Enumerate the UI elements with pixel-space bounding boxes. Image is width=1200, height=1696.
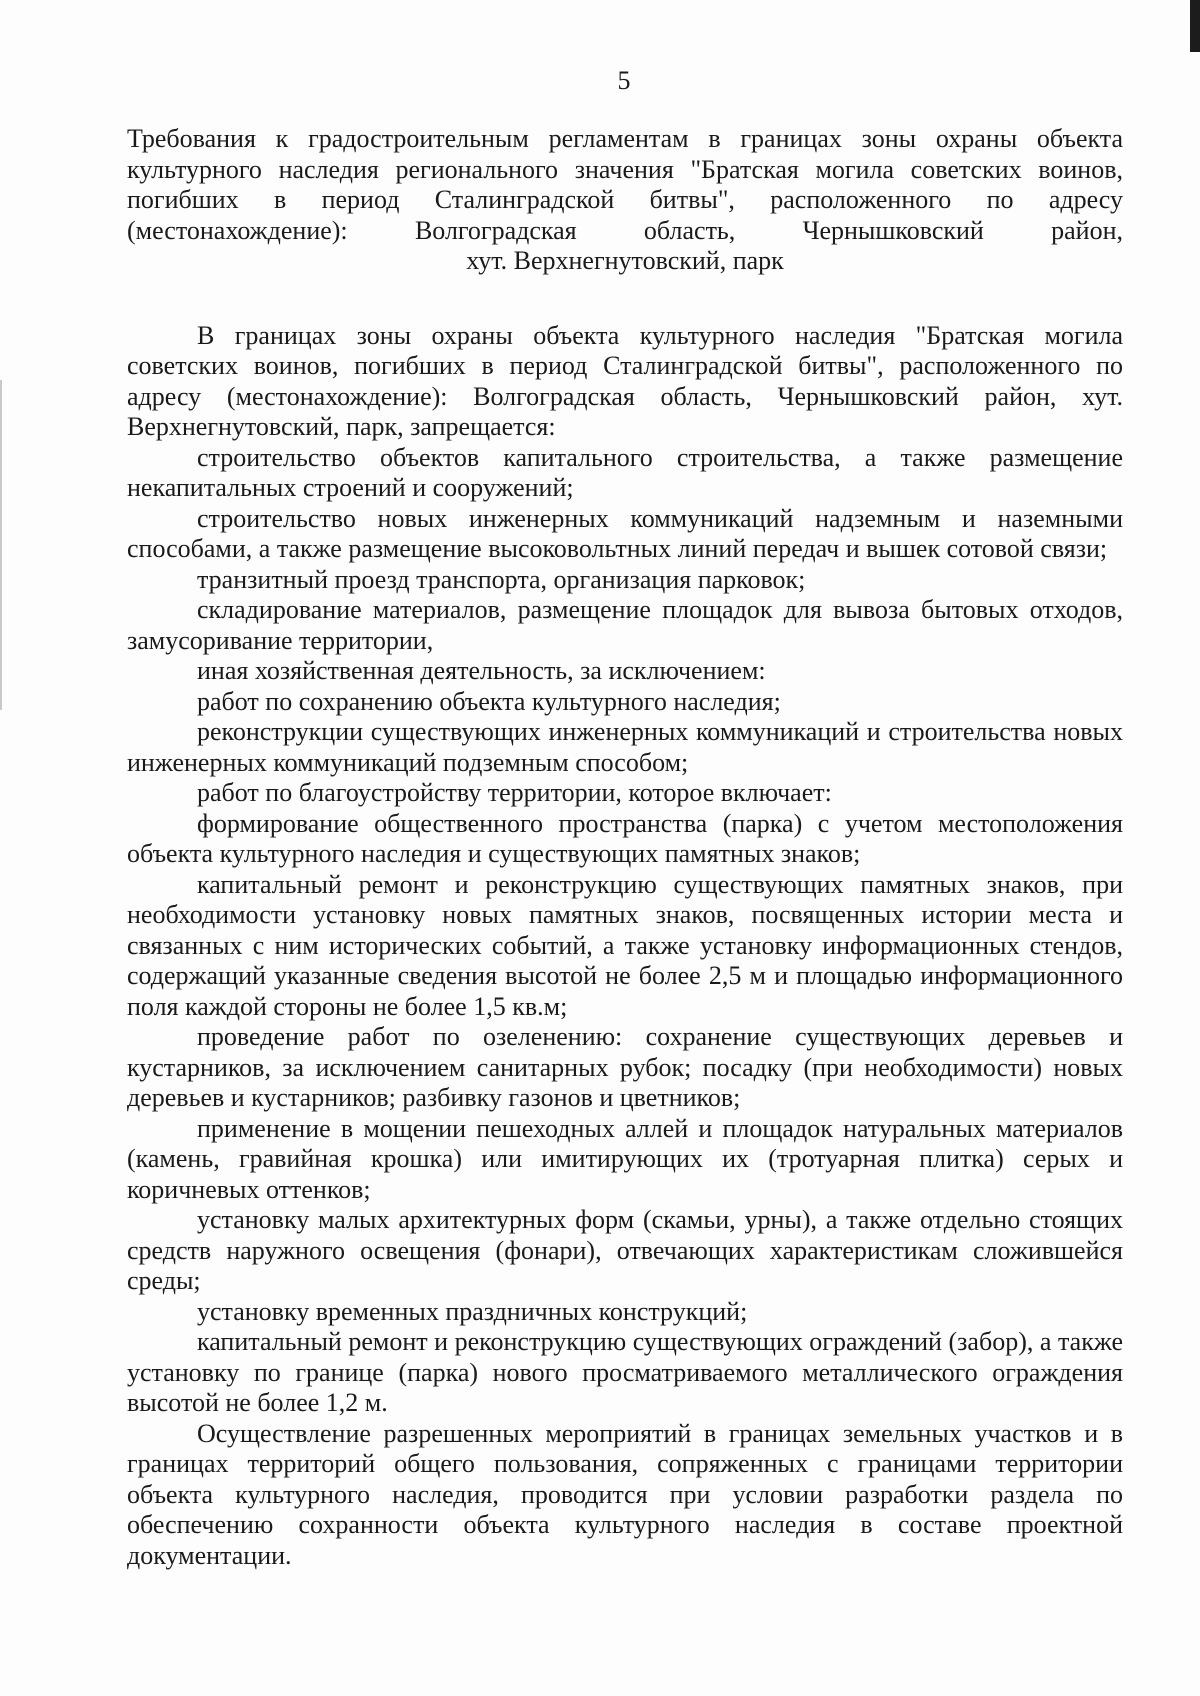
body-paragraph: капитальный ремонт и реконструкцию существующих ограждений (забор), а также установку по границе (парка) нового просматриваемого металлического ограждения высотой не более 1,2 м. [127,1327,1123,1417]
body-paragraph: проведение работ по озеленению: сохранение существующих деревьев и кустарников, за исключением санитарных рубок; посадку (при необходимости) новых деревьев и кустарников; разбивку газонов и цветников; [127,1022,1123,1112]
scan-edge-mark [1190,0,1200,52]
body-paragraph: строительство новых инженерных коммуникаций надземным и наземными способами, а также размещение высоковольтных линий передач и вышек сотовой связи; [127,503,1123,563]
body-paragraph: формирование общественного пространства (парка) с учетом местоположения объекта культурного наследия и существующих памятных знаков; [127,808,1123,868]
body-paragraph: капитальный ремонт и реконструкцию существующих памятных знаков, при необходимости установку новых памятных знаков, посвященных истории места и связанных с ним исторических событий, а также установку информационных стендов, содержащий указанные сведения высотой не более 2,5 м и площадью информационного поля каждой стороны не более 1,5 кв.м; [127,869,1123,1021]
scan-left-edge [0,380,2,710]
body-paragraph: применение в мощении пешеходных аллей и площадок натуральных материалов (камень, гравийная крошка) или имитирующих их (тротуарная плитка) серых и коричневых оттенков; [127,1113,1123,1204]
document-content [127,124,1123,1571]
body-paragraph: складирование материалов, размещение площадок для вывоза бытовых отходов, замусоривание территории, [127,595,1123,655]
body-paragraph: установку малых архитектурных форм (скамьи, урны), а также отдельно стоящих средств наружного освещения (фонари), отвечающих характеристикам сложившейся среды; [127,1205,1123,1295]
page-number: 5 [617,66,631,95]
document-body [127,321,1123,1572]
body-paragraph: работ по благоустройству территории, которое включает: [197,778,832,807]
heading-line: хут. Верхнегнутовский, парк [466,246,784,275]
body-paragraph: работ по сохранению объекта культурного наследия; [197,686,781,716]
body-paragraph: транзитный проезд транспорта, организация парковок; [197,564,806,594]
body-paragraph: строительство объектов капитального строительства, а также размещение некапитальных строений и сооружений; [127,442,1123,502]
heading-line: погибших в период Сталинградской битвы", расположенного по адресу [127,185,1123,214]
body-paragraph: Осуществление разрешенных мероприятий в границах земельных участков и в границах территорий общего пользования, сопряженных с границами территории объекта культурного наследия, проводится при условии разработки раздела по обеспечению сохранности объекта культурного наследия в составе проектной документации. [127,1418,1123,1570]
body-paragraph: иная хозяйственная деятельность, за исключением: [197,656,766,685]
heading-line: Требования к градостроительным регламентам в границах зоны охраны объекта [127,124,1123,153]
heading-line: (местонахождение): Волгоградская область, Чернышковский район, [127,215,1123,245]
body-paragraph: установку временных праздничных конструкций; [197,1296,748,1326]
body-paragraph: В границах зоны охраны объекта культурного наследия "Братская могила советских воинов, погибших в период Сталинградской битвы", расположенного по адресу (местонахождение): Волгоградская область, Чернышковский район, хут. Верхнегнутовский, парк, запрещается: [127,320,1123,441]
body-paragraph: реконструкции существующих инженерных коммуникаций и строительства новых инженерных коммуникаций подземным способом; [127,717,1123,777]
document-heading [127,124,1123,277]
heading-line: культурного наследия регионального значения "Братская могила советских воинов, [127,154,1123,184]
